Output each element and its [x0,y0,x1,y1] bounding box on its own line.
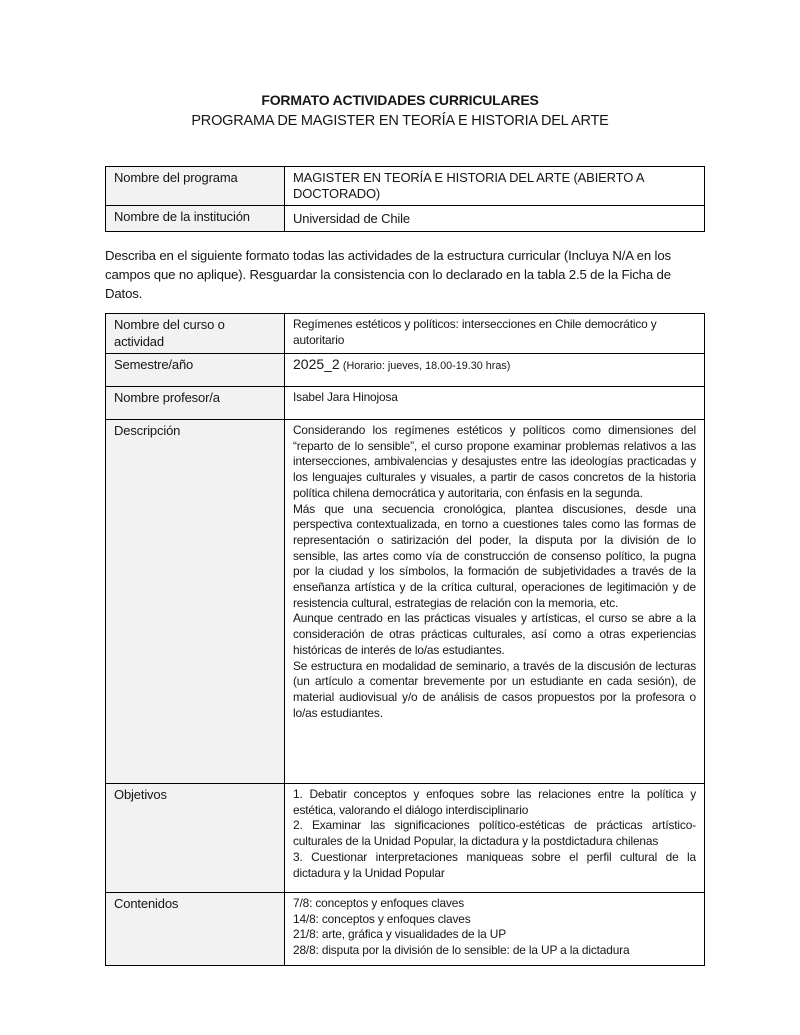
objective-item-2: 2. Examinar las significaciones político-estéticas de prácticas artístico-culturales de la Unidad Popular, la dictadura y la postdictadura chilenas [293,818,696,849]
contents-item-2: 14/8: conceptos y enfoques claves [293,911,471,926]
contents-item-4: 28/8: disputa por la división de lo sensible: de la UP a la dictadura [293,943,630,958]
contents-row [106,893,705,966]
institution-row [106,206,705,232]
objectives-row [106,784,705,893]
description-paragraph-4: Se estructura en modalidad de seminario, a través de la discusión de lecturas (un artículo a comentar brevemente por un estudiante en cada sesión), de material audiovisual y/o de análisis de casos propuestos por la profesora o lo/as estudiantes. [293,658,696,720]
document-title: FORMATO ACTIVIDADES CURRICULARES [261,92,539,108]
course-activity-table [105,313,705,966]
course-name-value: Regímenes estéticos y políticos: intersecciones en Chile democrático y autoritario [285,314,705,354]
semester-schedule-note: (Horario: jueves, 18.00-19.30 hras) [342,360,511,372]
course-name-label: Nombre del curso o actividad [106,314,285,354]
professor-row [106,387,705,420]
institution-label: Nombre de la institución [106,206,285,232]
contents-value [285,893,705,966]
instructions-paragraph: Describa en el siguiente formato todas las actividades de la estructura curricular (Incluya N/A en los campos que no aplique). Resguardar la consistencia con lo declarado en la tabla 2.5 de la Ficha de Datos. [105,248,671,301]
contents-label: Contenidos [106,893,285,966]
objective-item-1: 1. Debatir conceptos y enfoques sobre las relaciones entre la política y estética, valorando el diálogo interdisciplinario [293,787,696,817]
description-paragraph-1: Considerando los regímenes estéticos y políticos como dimensiones del “reparto de lo sensible”, el curso propone examinar problemas relativos a las intersecciones, ambivalencias y desajustes entre las ideologías practicadas y los lenguajes culturales y visuales, a partir de casos concretos de la historia política chilena democrática y autoritaria, con énfasis en la segunda. [293,423,696,500]
document-subtitle: PROGRAMA DE MAGISTER EN TEORÍA E HISTORIA DEL ARTE [191,113,609,129]
professor-value: Isabel Jara Hinojosa [285,387,705,420]
contents-item-3: 21/8: arte, gráfica y visualidades de la UP [293,927,506,942]
program-name-label: Nombre del programa [106,167,285,206]
program-name-row [106,167,705,206]
semester-label: Semestre/año [106,354,285,387]
description-paragraph-2: Más que una secuencia cronológica, plantea discusiones, desde una perspectiva contextualizada, en torno a cuestiones tales como las formas de representación o satirización del poder, la disputa por la división de lo sensible, las artes como vía de construcción de consenso político, la pugna por la ciudad y los símbolos, la formación de subjetividades a través de la enseñanza artística y de la crítica cultural, operaciones de legitimación y de resistencia cultural, estrategias de relación con la memoria, etc. [293,501,696,610]
program-name-value: MAGISTER EN TEORÍA E HISTORIA DEL ARTE (ABIERTO A DOCTORADO) [285,167,705,206]
professor-label: Nombre profesor/a [106,387,285,420]
institution-value: Universidad de Chile [285,206,705,232]
objectives-value [285,784,705,893]
description-paragraph-3: Aunque centrado en las prácticas visuales y artísticas, el curso se abre a la consideración de otras prácticas culturales, así como a otras experiencias históricas de interés de lo/as estudiantes. [293,611,696,657]
objectives-label: Objetivos [106,784,285,893]
semester-value-main: 2025_2 [293,356,340,372]
program-info-table [105,166,705,232]
semester-value [285,354,705,387]
document-header [0,0,800,130]
semester-row [106,354,705,387]
course-name-row [106,314,705,354]
objective-item-3: 3. Cuestionar interpretaciones maniqueas sobre el perfil cultural de la dictadura y la Unidad Popular [293,849,696,880]
description-label: Descripción [106,420,285,784]
contents-item-1: 7/8: conceptos y enfoques claves [293,896,465,910]
description-value [285,420,705,784]
description-row [106,420,705,784]
